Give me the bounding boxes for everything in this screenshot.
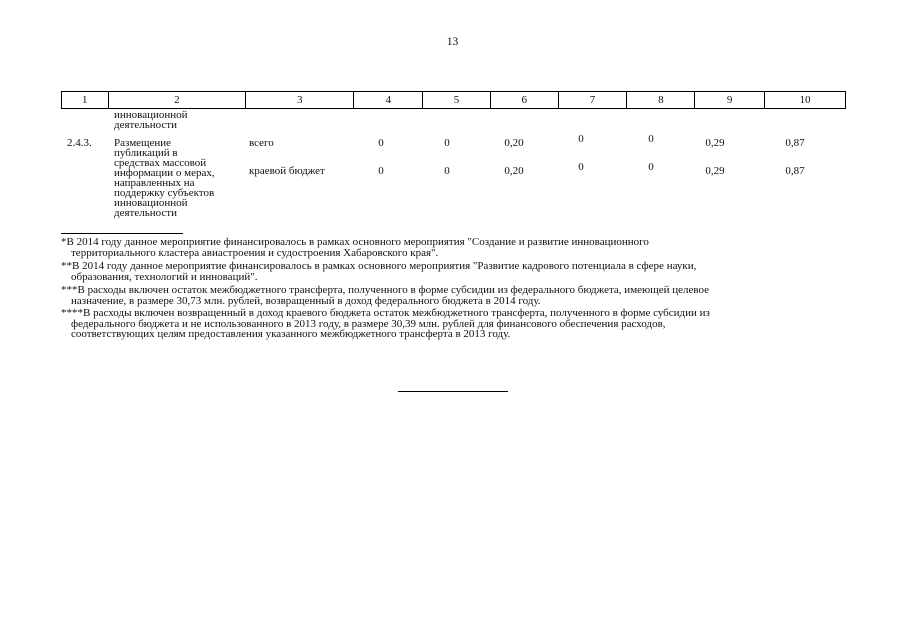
name-line: направленных на	[114, 177, 195, 189]
name-line: Размещение	[114, 137, 172, 149]
col-header: 10	[765, 92, 846, 109]
footnote-line: соответствующих целям предоставления указанного межбюджетного трансферта в 2013 году.	[71, 328, 511, 340]
col-header: 3	[246, 92, 354, 109]
value-col7: 0	[578, 133, 584, 145]
page-number: 13	[446, 36, 459, 48]
col-header: 8	[627, 92, 695, 109]
col-header: 1	[62, 92, 109, 109]
footnote-line: **В 2014 году данное мероприятие финансировалось в рамках основного мероприятия "Развитие кадрового потенциала в сфере науки,	[61, 260, 697, 272]
column-header-table	[61, 91, 846, 109]
name-line: средствах массовой	[114, 157, 207, 169]
footnote-line: образования, технологий и инноваций".	[71, 270, 258, 283]
value-col5: 0	[444, 137, 450, 149]
footnote-line: ***В расходы включен остаток межбюджетного трансферта, полученного в форме субсидии из федерального бюджета, имеющей целевое	[61, 284, 710, 296]
name-line: инновационной	[114, 197, 188, 209]
footnote-line: *В 2014 году данное мероприятие финансировалось в рамках основного мероприятия "Создание и развитие инновационного	[61, 236, 649, 248]
funding-source: всего	[249, 137, 274, 149]
value-col4: 0	[378, 137, 384, 149]
name-line: деятельности	[114, 119, 177, 131]
footnote-line: назначение, в размере 30,73 млн. рублей, возвращенный в доход федерального бюджета в 2014 году.	[71, 294, 541, 307]
value-col5: 0	[444, 165, 450, 177]
value-col7: 0	[578, 161, 584, 173]
value-col9: 0,29	[705, 165, 725, 177]
value-col6: 0,20	[504, 165, 524, 177]
col-header: 5	[423, 92, 491, 109]
value-col8: 0	[648, 161, 654, 173]
continued-name	[114, 110, 244, 130]
name-line: публикаций в	[114, 147, 178, 159]
footnote-line: федерального бюджета и не использованного в 2013 году, в размере 30,39 млн. рублей для финансового обеспечения расходов,	[71, 317, 666, 330]
footnote-separator	[61, 233, 183, 234]
value-col8: 0	[648, 133, 654, 145]
footnote-line: ****В расходы включен возвращенный в доход краевого бюджета остаток межбюджетного трансферта, полученного в форме субсидии из	[61, 307, 710, 319]
row-code: 2.4.3.	[67, 137, 92, 149]
column-header-row	[62, 92, 846, 109]
name-line: информации о мерах,	[114, 167, 215, 179]
value-col6: 0,20	[504, 137, 524, 149]
col-header: 4	[354, 92, 423, 109]
footnote	[61, 285, 845, 306]
col-header: 9	[695, 92, 765, 109]
row-name	[114, 138, 244, 218]
name-line: поддержку субъектов	[114, 187, 215, 199]
col-header: 6	[490, 92, 558, 109]
footnote	[61, 308, 845, 340]
name-line: деятельности	[114, 207, 177, 219]
name-line: инновационной	[114, 109, 188, 121]
end-separator	[398, 391, 508, 392]
value-col9: 0,29	[705, 137, 725, 149]
col-header: 7	[558, 92, 627, 109]
value-col4: 0	[378, 165, 384, 177]
footnote	[61, 261, 845, 282]
footnote	[61, 237, 845, 258]
value-col10: 0,87	[785, 137, 805, 149]
col-header: 2	[108, 92, 246, 109]
value-col10: 0,87	[785, 165, 805, 177]
funding-source: краевой бюджет	[249, 165, 325, 177]
footnote-line: территориального кластера авиастроения и судостроения Хабаровского края".	[71, 246, 439, 259]
